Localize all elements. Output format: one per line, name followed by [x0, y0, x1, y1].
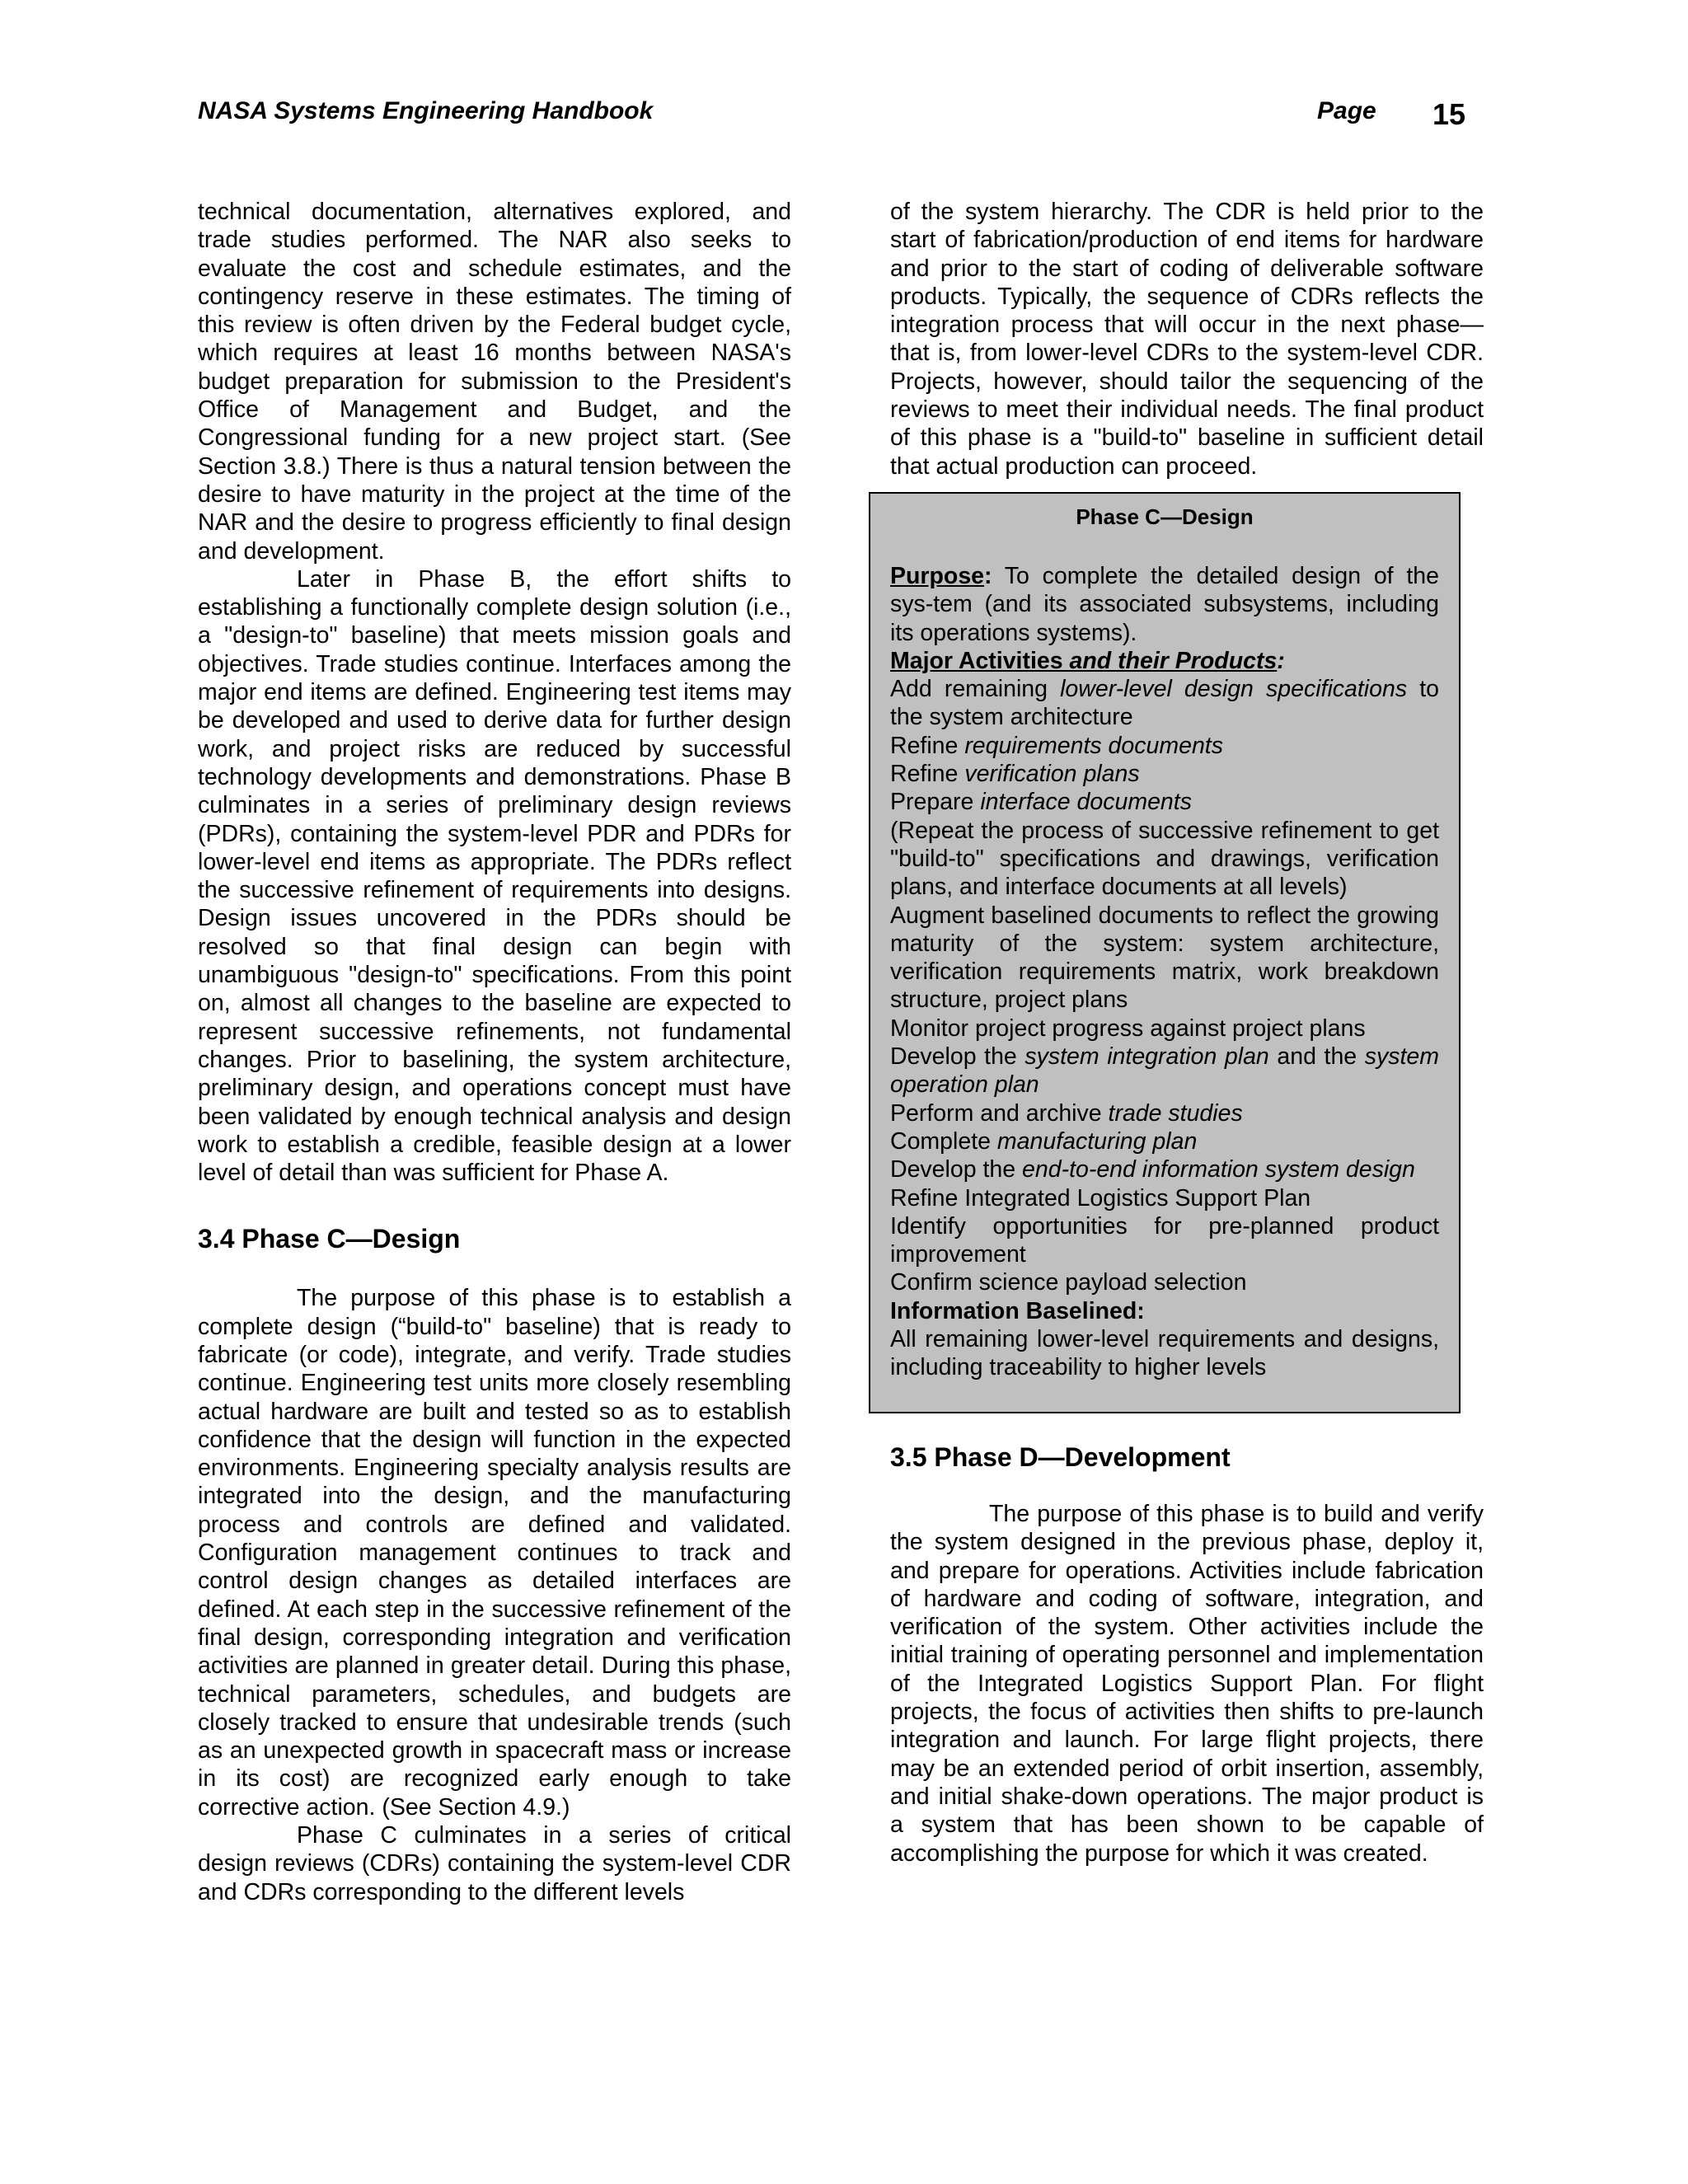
sidebar-activity-item: Add remaining lower-level design specifications to the system architecture — [890, 676, 1439, 731]
sidebar-activity-item: Complete manufacturing plan — [890, 1127, 1198, 1155]
phase-c-sidebar-box — [869, 492, 1461, 1413]
sidebar-activity-item: Refine Integrated Logistics Support Plan — [890, 1184, 1311, 1212]
sidebar-activities-colon: : — [1277, 647, 1285, 674]
sidebar-activity-item: Augment baselined documents to reflect the growing maturity of the system: system architecture, verification requirements matrix, work breakdown structure, project plans — [890, 902, 1439, 1014]
sidebar-activity-item: Prepare interface documents — [890, 789, 1192, 816]
header-page-number: 15 — [1432, 97, 1466, 131]
sidebar-activities-label — [890, 648, 1277, 674]
sidebar-activity-item: Perform and archive trade studies — [890, 1099, 1243, 1127]
header-page-label: Page — [1317, 97, 1376, 124]
left-paragraph-3: The purpose of this phase is to establish a complete design (“build-to" baseline) that is ready to fabricate (or code), integrate, and verify. Trade studies continue. Engineering test units more closely resembling actual hardware are built and tested so as to establish confidence that the design will function in the expected environments. Engineering specialty analysis results are integrated into the design, and the manufacturing process and controls are defined and validated. Configuration management continues to track and control design changes as detailed interfaces are defined. At each step in the successive refinement of the final design, corresponding integration and verification activities are planned in greater detail. During this phase, technical parameters, schedules, and budgets are closely tracked to ensure that undesirable trends (such as an unexpected growth in spacecraft mass or increase in its cost) are recognized early enough to take corrective action. (See Section 4.9.) — [198, 1285, 791, 1821]
sidebar-purpose-text: To complete the detailed design of the sys-tem (and its associated subsystems, including its operations systems). — [890, 562, 1439, 646]
sidebar-info-text: All remaining lower-level requirements and designs, including traceability to higher levels — [890, 1325, 1439, 1381]
section-heading-3-4: 3.4 Phase C—Design — [198, 1224, 461, 1254]
sidebar-activity-item: Refine requirements documents — [890, 732, 1223, 759]
sidebar-activities-heading — [890, 647, 1439, 675]
sidebar-info-heading — [890, 1297, 1439, 1325]
sidebar-activity-item: (Repeat the process of successive refinement to get "build-to" specifications and drawings, verification plans, and interface documents at all levels) — [890, 817, 1439, 901]
left-paragraph-1: technical documentation, alternatives explored, and trade studies performed. The NAR also seeks to evaluate the cost and schedule estimates, and the contingency reserve in these estimates. The timing of this review is often driven by the Federal budget cycle, which requires at least 16 months between NASA's budget preparation for submission to the President's Office of Management and Budget, and the Congressional funding for a new project start. (See Section 3.8.) There is thus a natural tension between the desire to have maturity in the project at the time of the NAR and the desire to progress efficiently to final design and development. — [198, 199, 791, 565]
section-heading-3-5: 3.5 Phase D—Development — [890, 1441, 1231, 1472]
sidebar-purpose — [890, 562, 1439, 647]
sidebar-activity-item: Develop the system integration plan and the system operation plan — [890, 1043, 1439, 1099]
right-paragraph-1: of the system hierarchy. The CDR is held prior to the start of fabrication/production of end items for hardware and prior to the start of coding of deliverable software products. Typically, the sequence of CDRs reflects the integration process that will occur in the next phase— that is, from lower-level CDRs to the system-level CDR. Projects, however, should tailor the sequencing of the reviews to meet their individual needs. The final product of this phase is a "build-to" baseline in sufficient detail that actual production can proceed. — [890, 199, 1484, 480]
header-title: NASA Systems Engineering Handbook — [198, 97, 654, 124]
sidebar-activity-item: Monitor project progress against project plans — [890, 1015, 1366, 1042]
sidebar-activity-item: Identify opportunities for pre-planned product improvement — [890, 1212, 1439, 1268]
sidebar-activity-item: Confirm science payload selection — [890, 1269, 1247, 1296]
sidebar-activity-item: Develop the end-to-end information system design — [890, 1156, 1415, 1183]
sidebar-purpose-colon: : — [984, 562, 992, 589]
sidebar-title: Phase C—Design — [1076, 504, 1254, 529]
sidebar-activity-list — [890, 675, 1439, 1297]
sidebar-activity-item: Refine verification plans — [890, 761, 1140, 788]
left-column — [198, 198, 791, 1906]
right-column — [890, 198, 1484, 1868]
sidebar-purpose-label: Purpose — [890, 562, 985, 589]
left-paragraph-2: Later in Phase B, the effort shifts to establishing a functionally complete design solution (i.e., a "design-to" baseline) that meets mission goals and objectives. Trade studies continue. Interfaces among the major end items are defined. Engineering test items may be developed and used to derive data for further design work, and project risks are reduced by successful technology developments and demonstrations. Phase B culminates in a series of preliminary design reviews (PDRs), containing the system-level PDR and PDRs for lower-level end items as appropriate. The PDRs reflect the successive refinement of requirements into designs. Design issues uncovered in the PDRs should be resolved so that final design can begin with unambiguous "design-to" specifications. From this point on, almost all changes to the baseline are expected to represent successive refinements, not fundamental changes. Prior to baselining, the system architecture, preliminary design, and operations concept must have been validated by enough technical analysis and design work to establish a credible, feasible design at a lower level of detail than was sufficient for Phase A. — [198, 565, 791, 1187]
left-paragraph-4: Phase C culminates in a series of critical design reviews (CDRs) containing the system-level CDR and CDRs corresponding to the different levels — [198, 1822, 791, 1905]
right-paragraph-2: The purpose of this phase is to build and verify the system designed in the previous phase, deploy it, and prepare for operations. Activities include fabrication of hardware and coding of software, integration, and verification of the system. Other activities include the initial training of operating personnel and implementation of the Integrated Logistics Support Plan. For flight projects, the focus of activities then shifts to pre-launch integration and launch. For large flight projects, there may be an extended period of orbit insertion, assembly, and initial shake-down operations. The major product is a system that has been shown to be capable of accomplishing the purpose for which it was created. — [890, 1500, 1484, 1867]
sidebar-info-label: Information Baselined: — [890, 1297, 1145, 1324]
sidebar-activities-label-a: Major Activities — [890, 647, 1063, 674]
sidebar-activities-label-b: and their Products — [1062, 647, 1278, 674]
